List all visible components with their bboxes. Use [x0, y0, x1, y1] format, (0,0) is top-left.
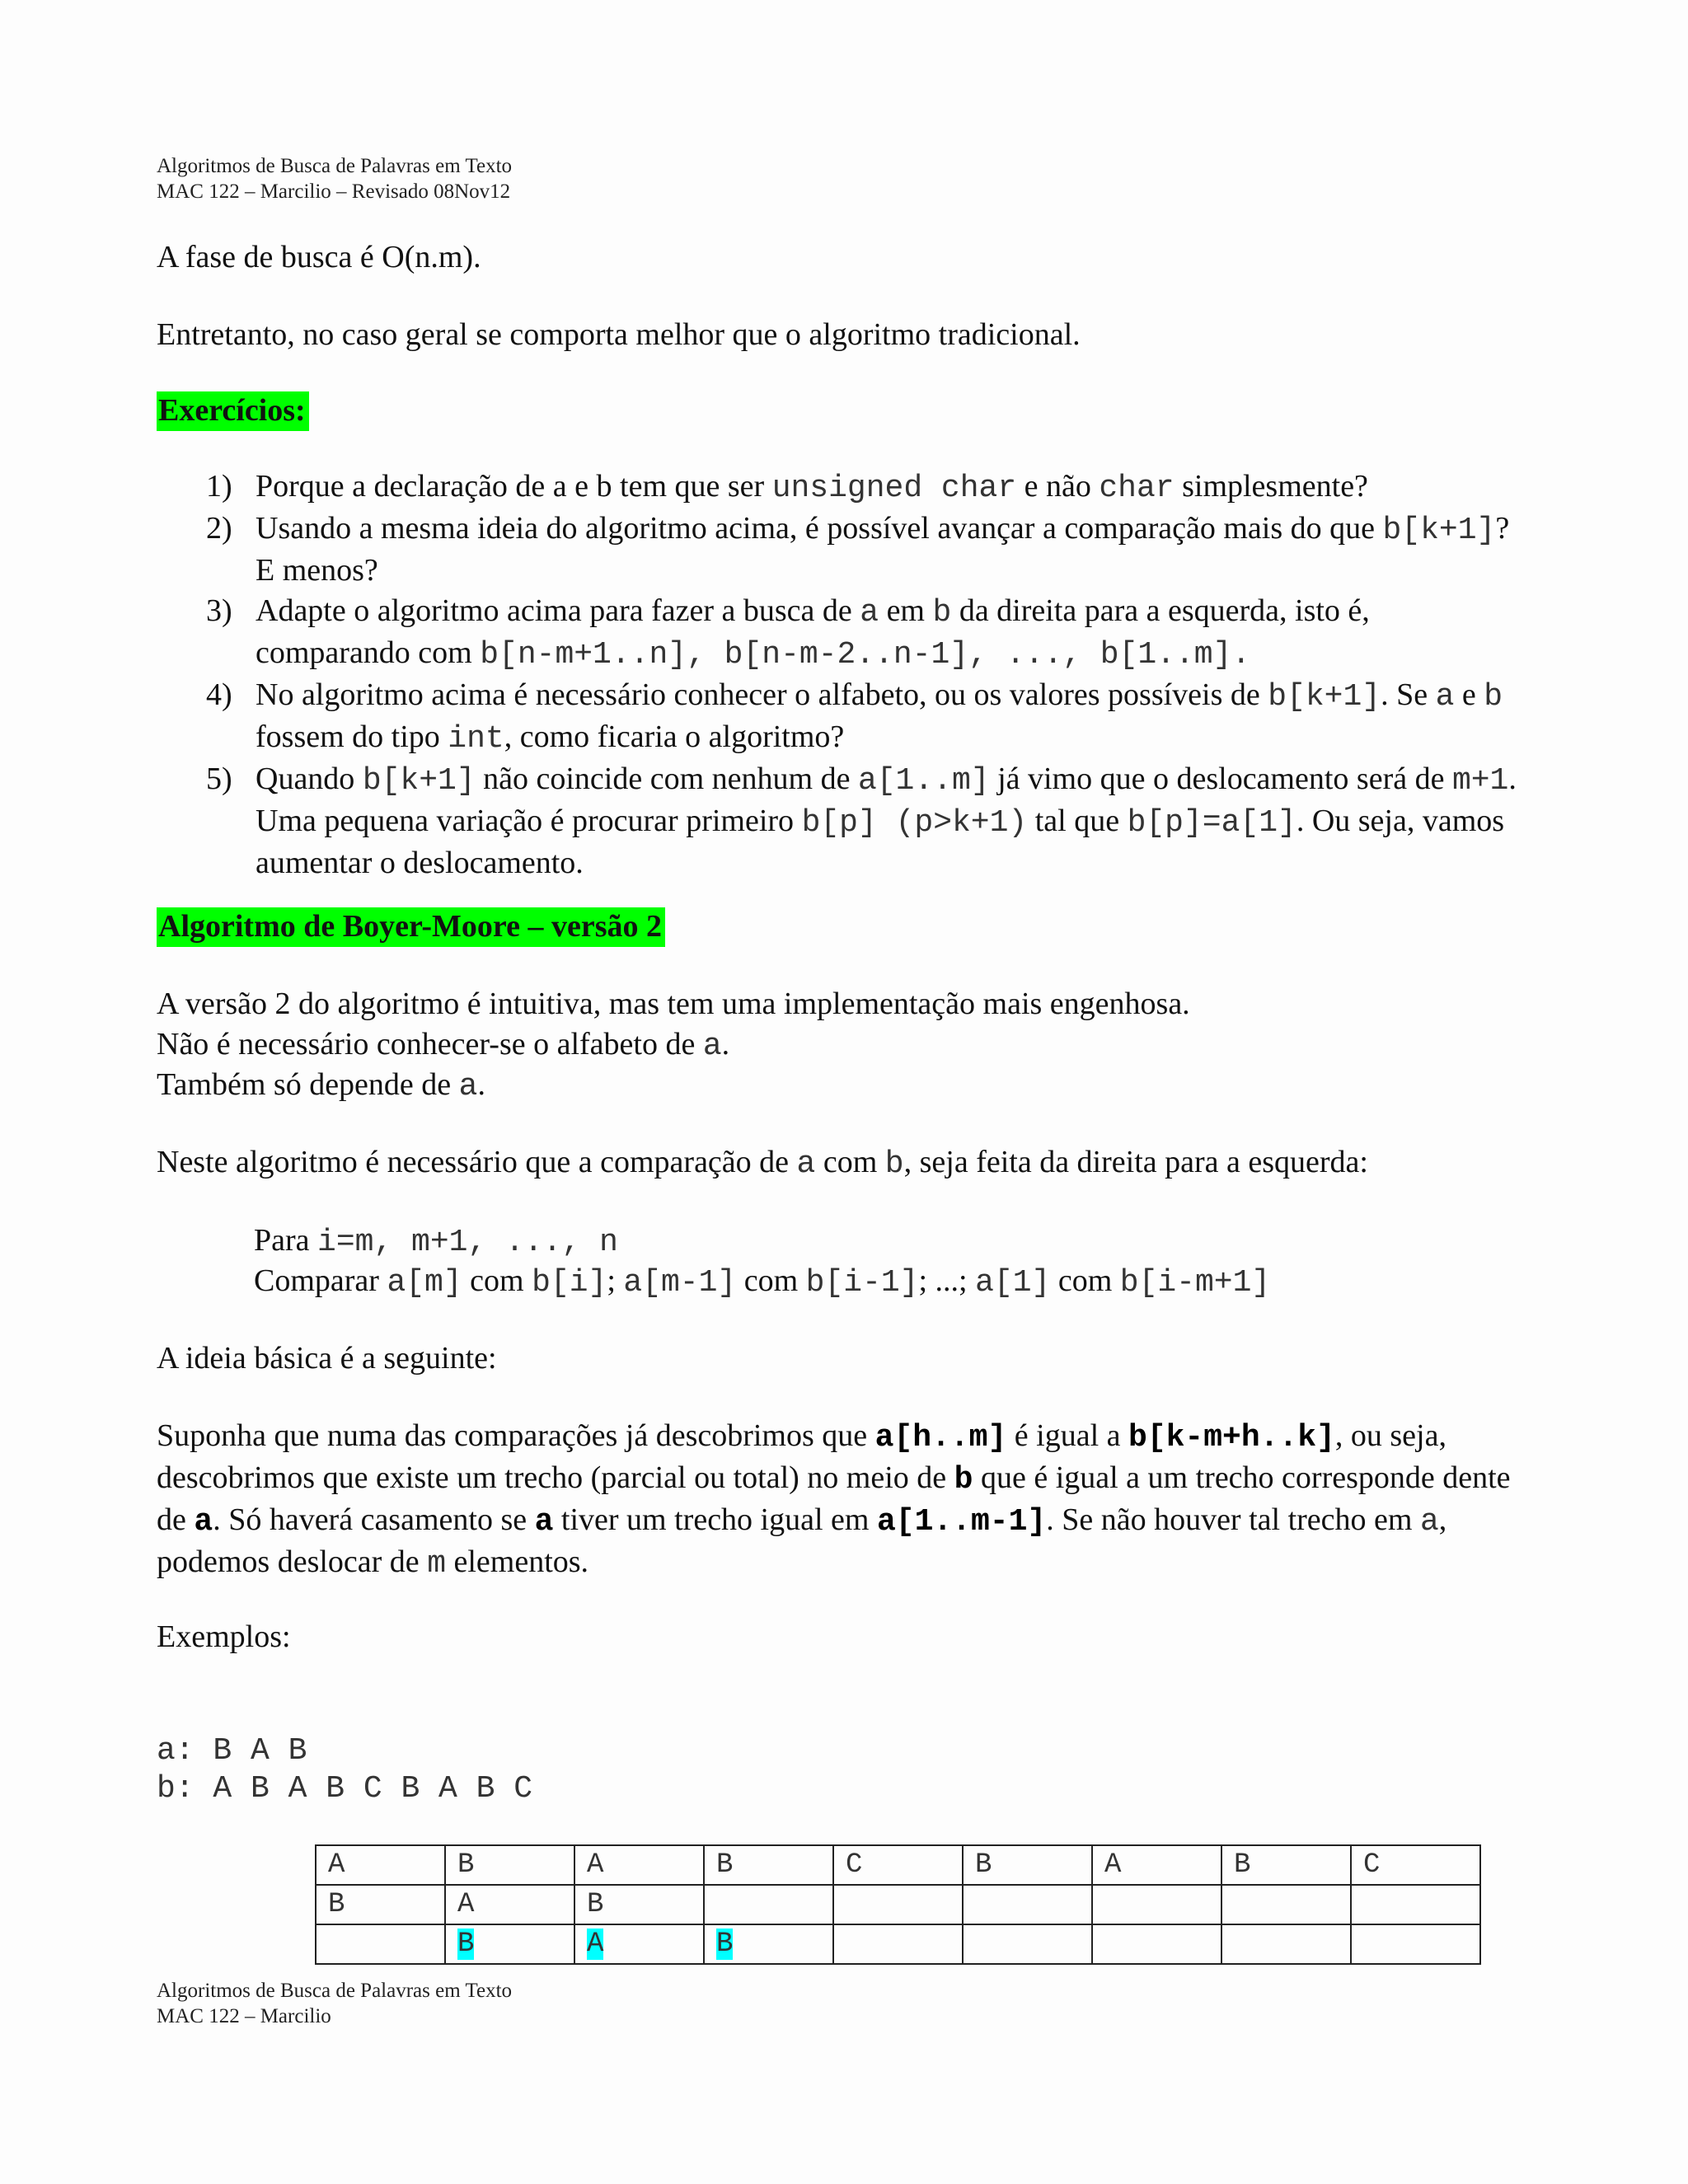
exercise-text [256, 591, 1525, 675]
compare-code: a[m] [387, 1265, 462, 1301]
direction-text-3: , seja feita da direita para a esquerda: [903, 1145, 1368, 1179]
cell-letter: C [1363, 1849, 1381, 1881]
bm2-line-depends-text: Também só depende de [157, 1067, 459, 1102]
exercise-text [256, 466, 1525, 509]
bm2-line-intuitive: A versão 2 do algoritmo é intuitiva, mas tem uma implementação mais engenhosa. [157, 987, 1190, 1021]
exercise-text: . Ou seja, vamos aumentar o deslocamento. [256, 804, 1505, 880]
exercise-text: . Se [1381, 677, 1436, 712]
table-cell [1092, 1924, 1221, 1964]
exercise-text: Adapte o algoritmo acima para fazer a busca de [256, 593, 860, 628]
table-cell [1221, 1924, 1351, 1964]
page-footer [157, 1978, 512, 2029]
compare-text: ; ...; [918, 1263, 976, 1298]
direction-code-a: a [796, 1146, 816, 1182]
cell-letter: B [975, 1849, 992, 1881]
direction-code-b: b [884, 1146, 904, 1182]
table-cell [833, 1885, 963, 1924]
exercise-text [256, 675, 1525, 759]
cell-letter: B [457, 1849, 475, 1881]
table-cell [316, 1885, 445, 1924]
header-course: MAC 122 – Marcilio – Revisado 08Nov12 [157, 180, 511, 203]
suppose-text: , podemos deslocar de [157, 1502, 1447, 1579]
bm2-line-depends [157, 1065, 485, 1107]
suppose-text: Suponha que numa das comparações já descobrimos que [157, 1418, 875, 1453]
table-row [316, 1924, 1480, 1964]
examples-label: Exemplos: [157, 1619, 291, 1654]
compare-code: a[m-1] [623, 1265, 737, 1301]
exercise-code: unsigned char [771, 471, 1017, 506]
basic-idea: A ideia básica é a seguinte: [157, 1341, 497, 1376]
exercise-code: a[1..m] [857, 763, 990, 799]
table-cell [704, 1885, 833, 1924]
bm2-line-alphabet-text: Não é necessário conhecer-se o alfabeto de [157, 1027, 703, 1062]
exercise-text: , como ficaria o algoritmo? [504, 719, 845, 754]
exercise-text: da direita para a esquerda, isto é, comparando com [256, 593, 1370, 670]
exercise-code: char [1099, 471, 1175, 506]
exercise-code: b[k+1] [1268, 679, 1381, 715]
exercise-text: tal que [1027, 804, 1128, 838]
header-title: Algoritmos de Busca de Palavras em Texto [157, 155, 513, 177]
table-cell [574, 1885, 704, 1924]
exercise-code: b[p] (p>k+1) [801, 805, 1028, 841]
table-cell [1092, 1845, 1221, 1885]
cell-letter: B [457, 1929, 475, 1960]
cell-letter: B [716, 1929, 734, 1960]
suppose-code-bold: b [954, 1462, 973, 1497]
compare-code: b[i-m+1] [1119, 1265, 1271, 1301]
table-cell [316, 1845, 445, 1885]
page-header [157, 153, 512, 204]
table-cell [704, 1845, 833, 1885]
exercise-text [256, 759, 1525, 883]
compare-text: com [736, 1263, 806, 1298]
cell-letter: A [457, 1889, 475, 1920]
exercise-text [256, 509, 1525, 591]
suppose-code: m [427, 1546, 446, 1582]
exercise-number: 5) [206, 762, 232, 796]
exercise-item [206, 759, 1525, 883]
exercise-code: b[p]=a[1] [1127, 805, 1296, 841]
table-cell [1092, 1885, 1221, 1924]
loop-para-code: i=m, m+1, ..., n [317, 1225, 618, 1260]
table-cell [963, 1885, 1092, 1924]
cell-letter: A [328, 1849, 345, 1881]
exercise-text: não coincide com nenhum de [475, 762, 858, 796]
table-cell [1221, 1845, 1351, 1885]
suppose-code-bold: a [534, 1504, 554, 1540]
bm2-line-alphabet [157, 1024, 729, 1066]
exercise-item [206, 675, 1525, 759]
exercise-code: b[k+1] [362, 763, 476, 799]
table-cell [833, 1924, 963, 1964]
table-cell [833, 1845, 963, 1885]
table-cell [574, 1845, 704, 1885]
exercise-text: e não [1016, 469, 1100, 504]
suppose-code-bold: a [194, 1504, 213, 1540]
direction-text-2: com [815, 1145, 885, 1179]
compare-code: a[1] [975, 1265, 1051, 1301]
exercise-text: Porque a declaração de a e b tem que ser [256, 469, 772, 504]
intro-complexity: A fase de busca é O(n.m). [157, 240, 481, 274]
bm2-line-depends-code: a [458, 1069, 478, 1104]
exercise-list [206, 466, 1525, 883]
table-cell [1351, 1924, 1480, 1964]
example-a-line: a: B A B [157, 1733, 307, 1769]
table-cell [1351, 1845, 1480, 1885]
table-cell [963, 1845, 1092, 1885]
exercise-number: 4) [206, 677, 232, 712]
suppose-text: é igual a [1006, 1418, 1129, 1453]
exercise-number: 1) [206, 469, 232, 504]
table-cell [704, 1924, 833, 1964]
table-cell [963, 1924, 1092, 1964]
table-cell [316, 1924, 445, 1964]
suppose-text: . Só haverá casamento se [213, 1502, 535, 1537]
direction-text-1: Neste algoritmo é necessário que a comparação de [157, 1145, 797, 1179]
cell-letter: B [716, 1849, 734, 1881]
example-b-line: b: A B A B C B A B C [157, 1771, 533, 1807]
exercise-text: No algoritmo acima é necessário conhecer o alfabeto, ou os valores possíveis de [256, 677, 1268, 712]
suppose-text: elementos. [446, 1544, 589, 1579]
exercises-heading-text: Exercícios: [157, 391, 309, 431]
compare-code: b[i] [532, 1265, 607, 1301]
exercise-text: já vimo que o deslocamento será de [989, 762, 1452, 796]
suppose-code-bold: a[h..m] [874, 1420, 1007, 1455]
suppose-code-bold: a[1..m-1] [876, 1504, 1047, 1540]
exercise-text: fossem do tipo [256, 719, 448, 754]
compare-text: com [462, 1263, 532, 1298]
exercise-code: b[k+1] [1382, 513, 1496, 548]
suppose-code-bold: b[k-m+h..k] [1128, 1420, 1335, 1455]
bm2-line-depends-end: . [477, 1067, 485, 1102]
table-cell [445, 1924, 574, 1964]
footer-title: Algoritmos de Busca de Palavras em Texto [157, 1980, 513, 2002]
exercise-number: 2) [206, 511, 232, 546]
exercise-text: simplesmente? [1174, 469, 1368, 504]
bm2-heading [157, 907, 665, 947]
suppose-text: . Se não houver tal trecho em [1046, 1502, 1420, 1537]
cell-letter: A [587, 1849, 604, 1881]
exercise-text: . Uma pequena variação é procurar primeiro [256, 762, 1517, 838]
suppose-paragraph [157, 1416, 1525, 1584]
compare-text: Comparar [254, 1263, 387, 1298]
suppose-text: tiver um trecho igual em [553, 1502, 877, 1537]
loop-para-line [254, 1221, 618, 1263]
example-alignment-table [315, 1844, 1481, 1965]
bm2-line-alphabet-end: . [721, 1027, 730, 1062]
exercise-code: m+1 [1451, 763, 1509, 799]
exercise-text: em [879, 593, 933, 628]
exercise-code: b [1484, 679, 1503, 715]
exercise-code: b [932, 595, 952, 630]
bm2-line-direction [157, 1142, 1368, 1184]
suppose-code: a [1419, 1504, 1439, 1540]
compare-code: b[i-1] [805, 1265, 919, 1301]
exercise-item [206, 509, 1525, 591]
cell-letter: C [846, 1849, 863, 1881]
exercise-number: 3) [206, 593, 232, 628]
exercise-text: Quando [256, 762, 363, 796]
cell-letter: B [1234, 1849, 1251, 1881]
table-row [316, 1885, 1480, 1924]
cell-letter: A [1104, 1849, 1122, 1881]
exercise-code: a [860, 595, 879, 630]
table-cell [445, 1845, 574, 1885]
suppose-text: que é igual a um trecho corresponde dente de [157, 1460, 1511, 1537]
cell-letter: B [328, 1889, 345, 1920]
suppose-text: , ou seja, descobrimos que existe um trecho (parcial ou total) no meio de [157, 1418, 1447, 1495]
compare-text: com [1050, 1263, 1120, 1298]
exercise-text: Usando a mesma ideia do algoritmo acima, é possível avançar a comparação mais do que [256, 511, 1383, 546]
exercises-heading [157, 391, 309, 431]
table-cell [574, 1924, 704, 1964]
table-cell [445, 1885, 574, 1924]
bm2-heading-text: Algoritmo de Boyer-Moore – versão 2 [157, 907, 665, 947]
exercise-code: b[n-m+1..n], b[n-m-2..n-1], ..., b[1..m]. [480, 637, 1251, 673]
intro-general-case: Entretanto, no caso geral se comporta melhor que o algoritmo tradicional. [157, 317, 1081, 352]
exercise-text: ? E menos? [256, 511, 1510, 588]
cell-letter: B [587, 1889, 604, 1920]
exercise-item [206, 591, 1525, 675]
exercise-text: e [1454, 677, 1484, 712]
table-cell [1221, 1885, 1351, 1924]
table-cell [1351, 1885, 1480, 1924]
cell-letter: A [587, 1929, 604, 1960]
loop-para-text: Para [254, 1223, 318, 1258]
exercise-code: int [448, 721, 504, 757]
bm2-line-alphabet-code: a [702, 1029, 722, 1064]
exercise-item [206, 466, 1525, 509]
footer-course: MAC 122 – Marcilio [157, 2005, 331, 2027]
table-row [316, 1845, 1480, 1885]
compare-text: ; [607, 1263, 624, 1298]
loop-compare-line [254, 1261, 1270, 1303]
exercise-code: a [1435, 679, 1455, 715]
